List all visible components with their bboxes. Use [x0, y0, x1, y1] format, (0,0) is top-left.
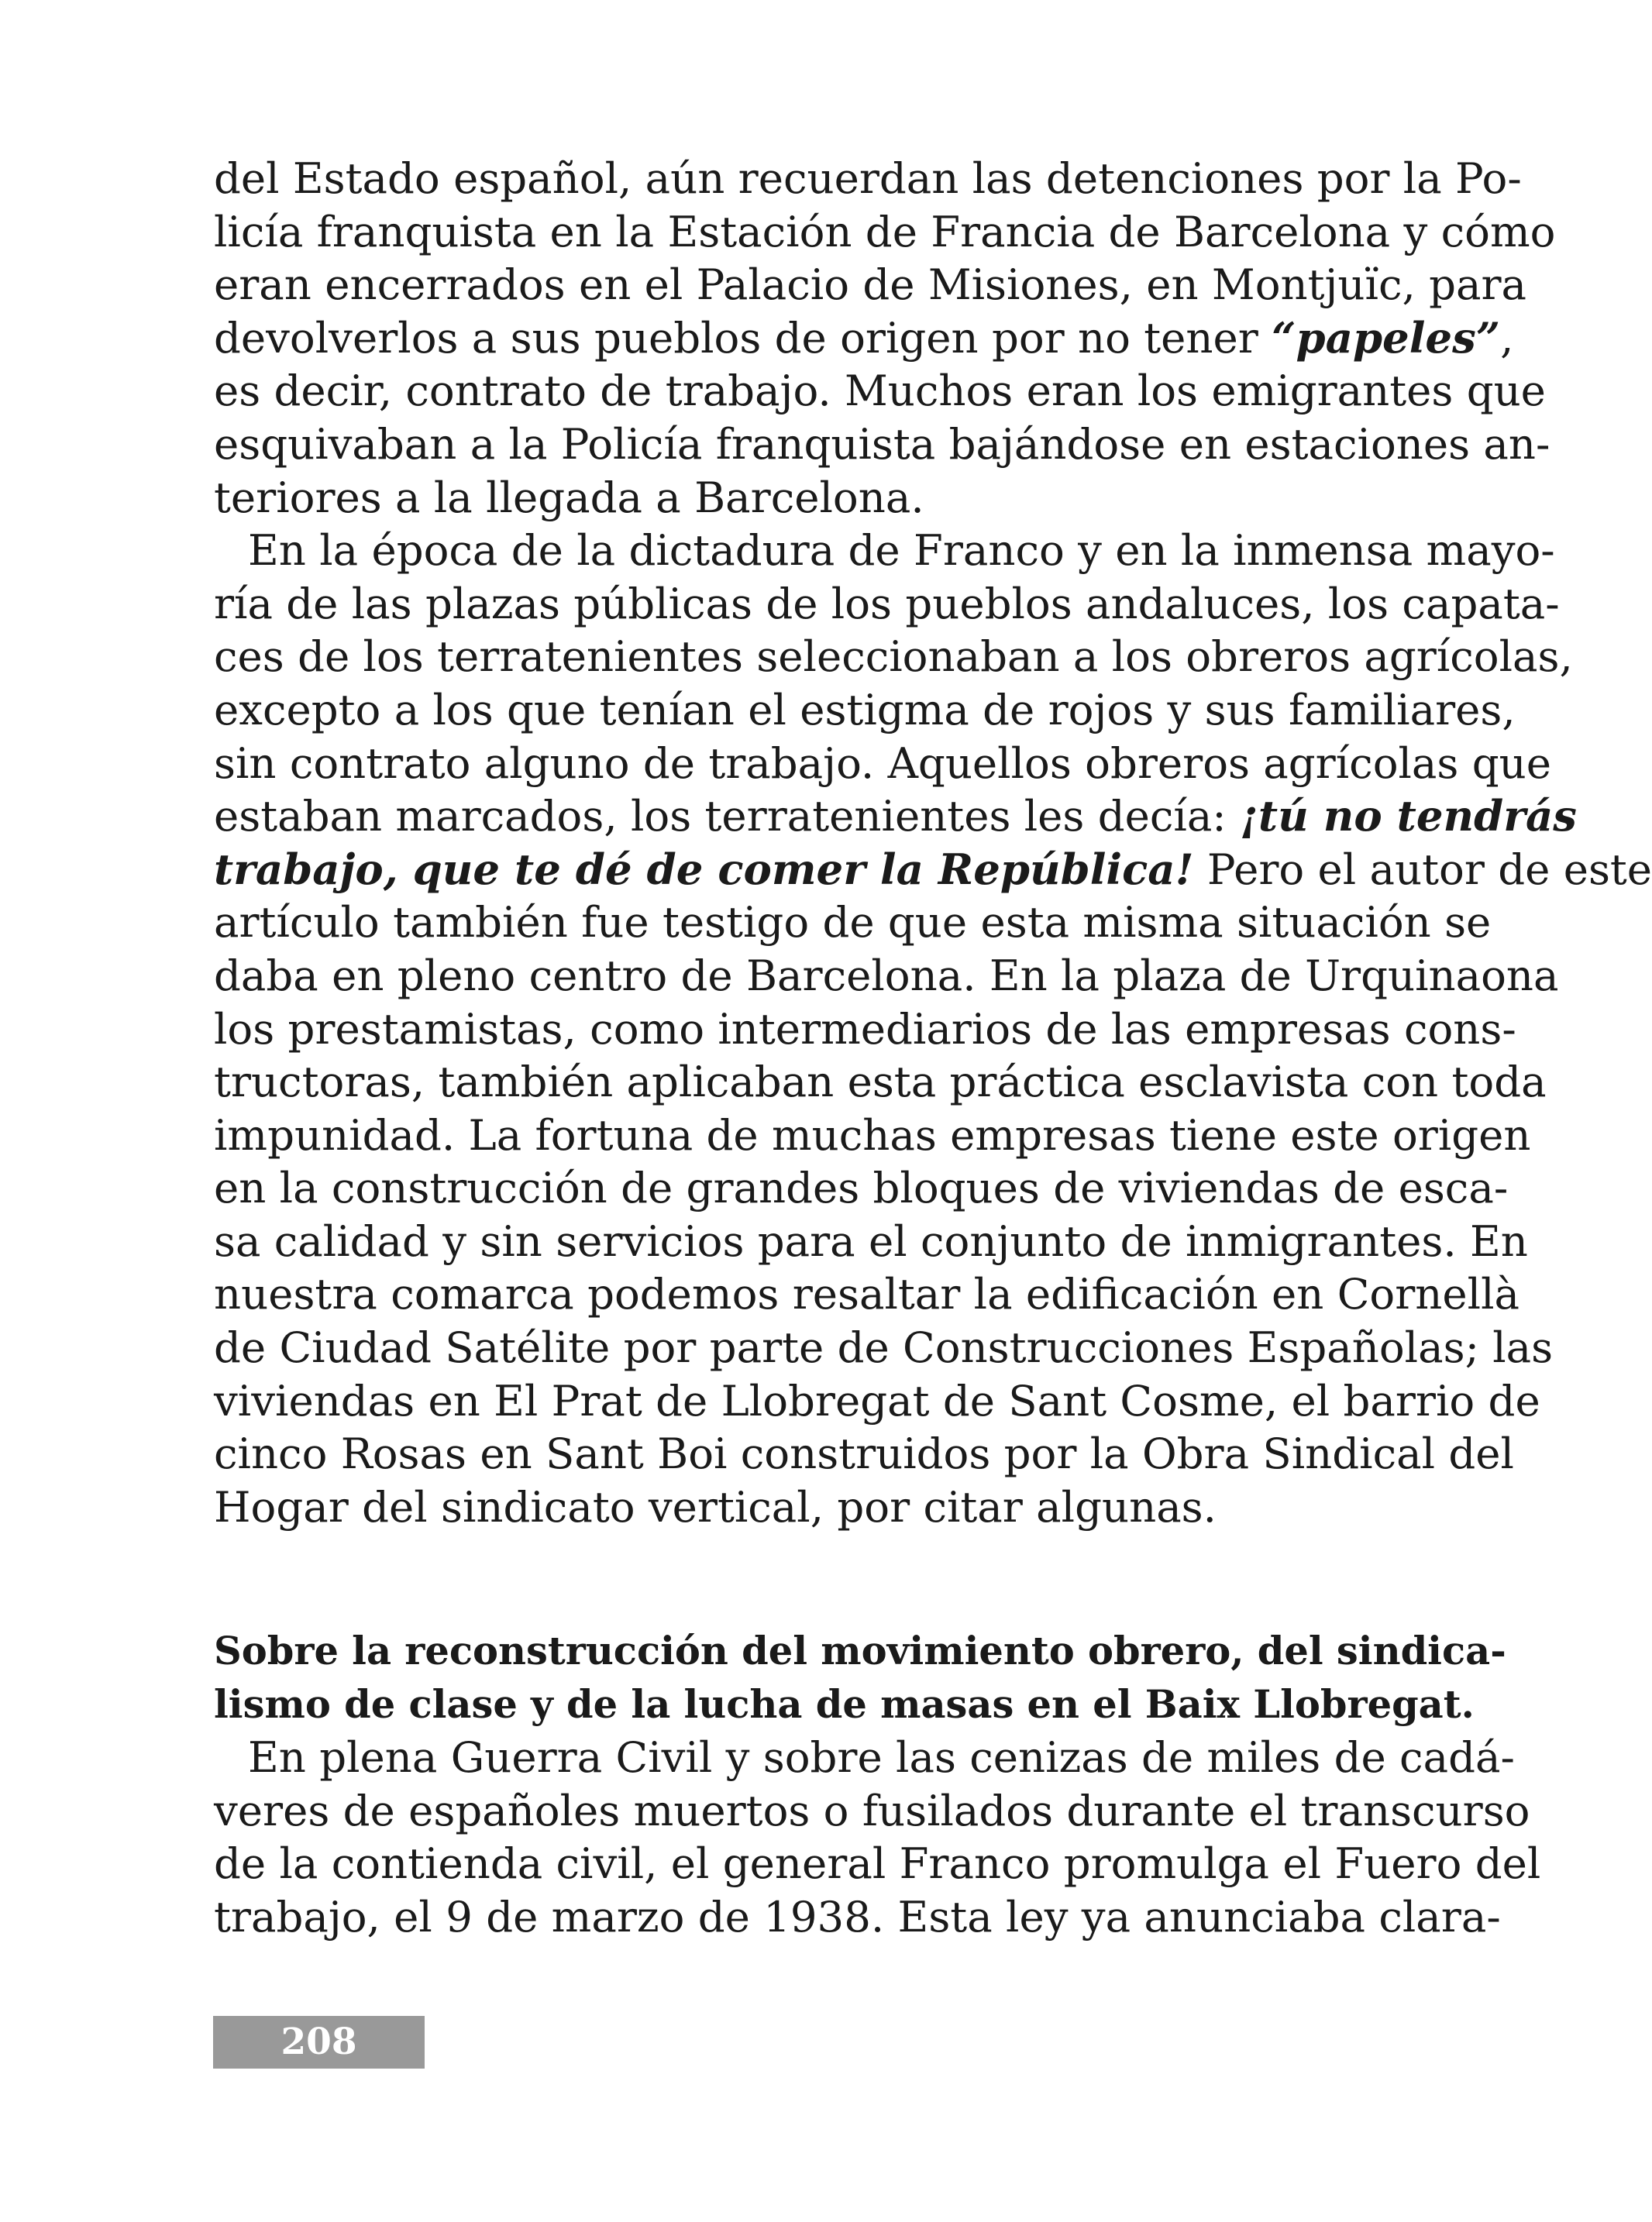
text-line: del Estado español, aún recuerdan las detenciones por la Po-: [214, 153, 1522, 203]
page-number-badge: [213, 2016, 425, 2069]
text-line: artículo también fue testigo de que esta misma situación se: [214, 897, 1492, 948]
text-line: de la contienda civil, el general Franco promulga el Fuero del: [214, 1838, 1541, 1889]
text-line: impunidad. La fortuna de muchas empresas tiene este origen: [214, 1109, 1531, 1160]
text-run: estaban marcados, los terratenientes les decía:: [214, 791, 1240, 841]
text-line: licía franquista en la Estación de Francia de Barcelona y cómo: [214, 206, 1556, 256]
text-line: En plena Guerra Civil y sobre las cenizas de miles de cadá-: [248, 1732, 1515, 1782]
section-heading: [214, 1625, 1506, 1731]
text-line: cinco Rosas en Sant Boi construidos por la Obra Sindical del: [214, 1429, 1514, 1479]
text-line: los prestamistas, como intermediarios de las empresas cons-: [214, 1003, 1516, 1054]
text-line: es decir, contrato de trabajo. Muchos eran los emigrantes que: [214, 366, 1546, 416]
text-line: ces de los terratenientes seleccionaban a los obreros agrícolas,: [214, 631, 1573, 682]
text-line: tructoras, también aplicaban esta práctica esclavista con toda: [214, 1057, 1547, 1107]
text-line: en la construcción de grandes bloques de viviendas de esca-: [214, 1163, 1509, 1213]
text-line: [214, 311, 1514, 365]
text-line: excepto a los que tenían el estigma de rojos y sus familiares,: [214, 684, 1516, 734]
body-text-top: [214, 152, 1652, 1533]
text-line: teriores a la llegada a Barcelona.: [214, 472, 924, 522]
text-line: esquivaban a la Policía franquista bajándose en estaciones an-: [214, 418, 1550, 469]
text-line: sa calidad y sin servicios para el conjunto de inmigrantes. En: [214, 1216, 1528, 1266]
heading-line: Sobre la reconstrucción del movimiento obrero, del sindica-: [214, 1629, 1506, 1673]
page-number: 208: [280, 2021, 357, 2063]
text-line: daba en pleno centro de Barcelona. En la plaza de Urquinaona: [214, 950, 1559, 1000]
text-run: ,: [1500, 312, 1514, 363]
emphasis-quote-start: ¡tú no tendrás: [1240, 791, 1577, 841]
text-line: nuestra comarca podemos resaltar la edificación en Cornellà: [214, 1269, 1520, 1319]
text-line: trabajo, el 9 de marzo de 1938. Esta ley ya anunciaba clara-: [214, 1891, 1501, 1942]
emphasis-quote-end: trabajo, que te dé de comer la República!: [214, 844, 1194, 894]
text-run: Pero el autor de este: [1193, 844, 1652, 894]
text-line: de Ciudad Satélite por parte de Construcciones Españolas; las: [214, 1323, 1554, 1373]
text-line: En la época de la dictadura de Franco y en la inmensa mayo-: [248, 525, 1555, 576]
heading-line: lismo de clase y de la lucha de masas en el Baix Llobregat.: [214, 1681, 1475, 1727]
text-line: eran encerrados en el Palacio de Misiones, en Montjuïc, para: [214, 260, 1527, 310]
text-line: Hogar del sindicato vertical, por citar algunas.: [214, 1481, 1217, 1532]
text-line: [214, 789, 1577, 843]
text-line: [214, 843, 1652, 896]
text-line: veres de españoles muertos o fusilados durante el transcurso: [214, 1785, 1530, 1835]
text-line: viviendas en El Prat de Llobregat de Sant Cosme, el barrio de: [214, 1375, 1540, 1426]
text-line: sin contrato alguno de trabajo. Aquellos obreros agrícolas que: [214, 738, 1551, 788]
emphasis-papeles: “papeles”: [1272, 312, 1501, 363]
body-text-bottom: [214, 1731, 1541, 1943]
text-line: ría de las plazas públicas de los pueblos andaluces, los capata-: [214, 578, 1560, 628]
text-run: devolverlos a sus pueblos de origen por no tener: [214, 312, 1272, 363]
